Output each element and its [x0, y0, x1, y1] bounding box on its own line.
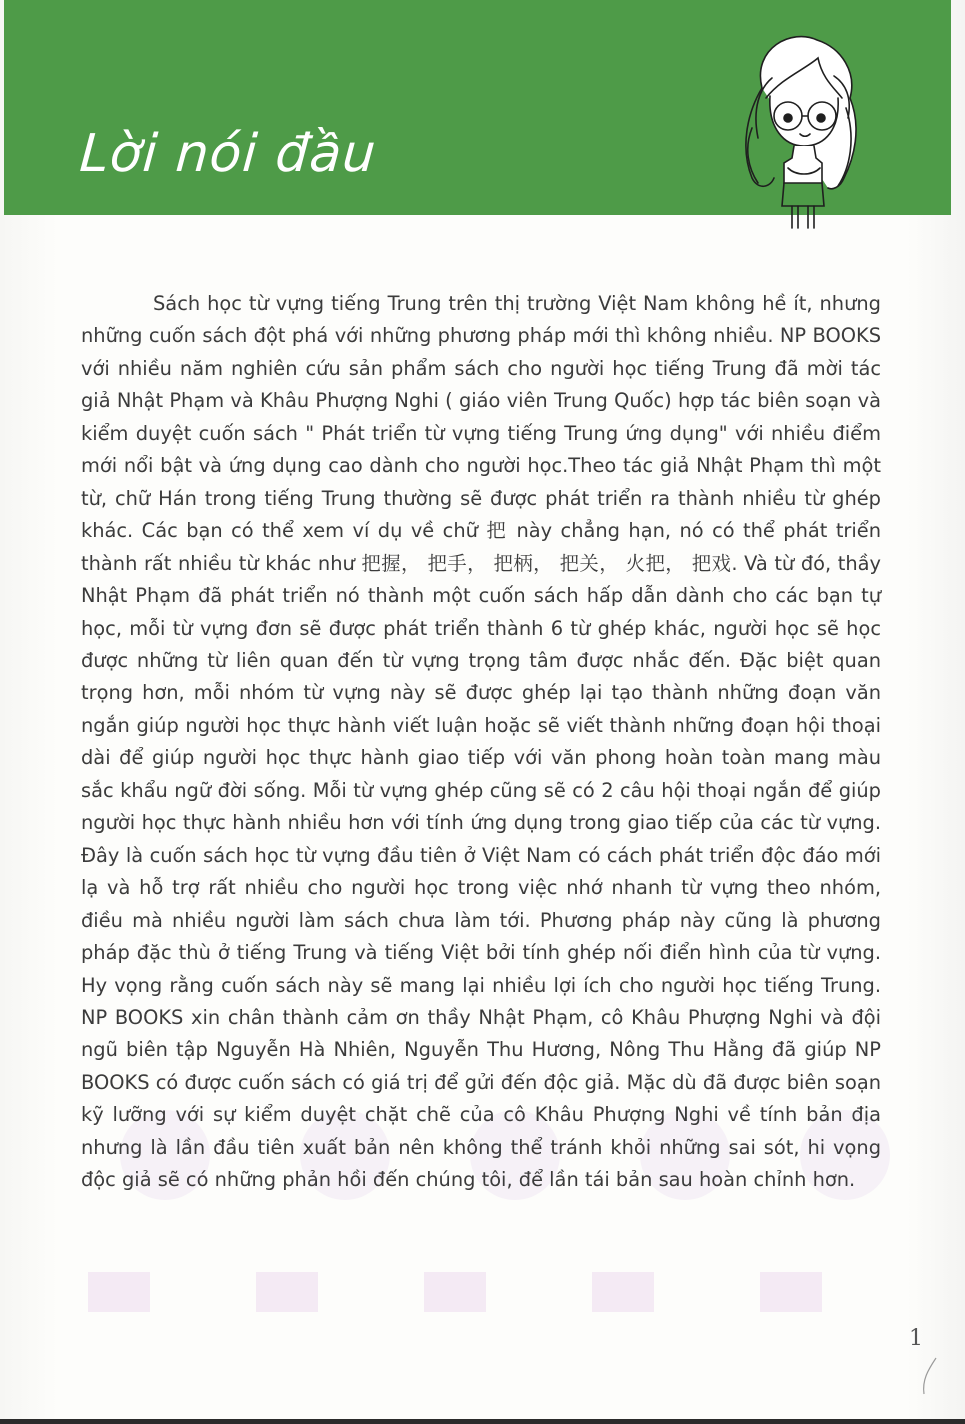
page-title: Lời nói đầu: [77, 124, 379, 184]
show-through-mark: [760, 1272, 822, 1312]
show-through-mark: [88, 1272, 150, 1312]
show-through-mark: [424, 1272, 486, 1312]
show-through-mark: [592, 1272, 654, 1312]
page-number: 1: [909, 1326, 923, 1351]
page-curl-icon: [916, 1356, 940, 1396]
preface-paragraph: Sách học từ vựng tiếng Trung trên thị trường Việt Nam không hề ít, nhưng những cuốn sách đột phá với những phương pháp mới thì không nhiều. NP BOOKS với nhiều năm nghiên cứu sản phẩm sách cho người học tiếng Trung đã mời tác giả Nhật Phạm và Khâu Phượng Nghi ( giáo viên Trung Quốc) hợp tác biên soạn và kiểm duyệt cuốn sách " Phát triển từ vựng tiếng Trung ứng dụng" với nhiều điểm mới nổi bật và ứng dụng cao dành cho người học.Theo tác giả Nhật Phạm thì một từ, chữ Hán trong tiếng Trung thường sẽ được phát triển ra thành nhiều từ ghép khác. Các bạn có thể xem ví dụ về chữ 把 này chẳng hạn, nó có thể phát triển thành rất nhiều từ khác như 把握， 把手， 把柄， 把关， 火把， 把戏. Và từ đó, thầy Nhật Phạm đã phát triển nó thành một cuốn sách hấp dẫn dành cho các bạn tự học, mỗi từ vựng đơn sẽ được phát triển thành 6 từ ghép khác, người học sẽ học được những từ liên quan đến từ vựng trọng tâm được nhắc đến. Đặc biệt quan trọng hơn, mỗi nhóm từ vựng này sẽ được ghép lại tạo thành những đoạn văn ngắn giúp người học thực hành viết luận hoặc sẽ viết thành những đoạn hội thoại dài để giúp người học thực hành giao tiếp với văn phong hoàn toàn mang màu sắc khẩu ngữ đời sống. Mỗi từ vựng ghép cũng sẽ có 2 câu hội thoại ngắn để giúp người học thực hành nhiều hơn với tính ứng dụng trong giao tiếp của các từ vựng. Đây là cuốn sách học từ vựng đầu tiên ở Việt Nam có cách phát triển độc đáo mới lạ và hỗ trợ rất nhiều cho người học trong việc nhớ nhanh từ vựng theo nhóm, điều mà nhiều người làm sách chưa làm tới. Phương pháp này cũng là phương pháp đặc thù ở tiếng Trung và tiếng Việt bởi tính ghép nối điển hình của từ vựng. Hy vọng rằng cuốn sách này sẽ mang lại nhiều lợi ích cho người học tiếng Trung. NP BOOKS xin chân thành cảm ơn thầy Nhật Phạm, cô Khâu Phượng Nghi và đội ngũ biên tập Nguyễn Hà Nhiên, Nguyễn Thu Hương, Nông Thu Hằng đã giúp NP BOOKS có được cuốn sách có giá trị để gửi đến độc giả. Mặc dù đã được biên soạn kỹ lưỡng với sự kiểm duyệt chặt chẽ của cô Khâu Phượng Nghi về tính bản địa nhưng là lần đầu tiên xuất bản nên không thể tránh khỏi những sai sót, hi vọng độc giả sẽ có những phản hồi đến chúng tôi, để lần tái bản sau hoàn chỉnh hơn.: [81, 292, 881, 1192]
girl-with-glasses-icon: [722, 18, 872, 248]
show-through-mark: [256, 1272, 318, 1312]
scan-edge: [0, 1419, 965, 1424]
